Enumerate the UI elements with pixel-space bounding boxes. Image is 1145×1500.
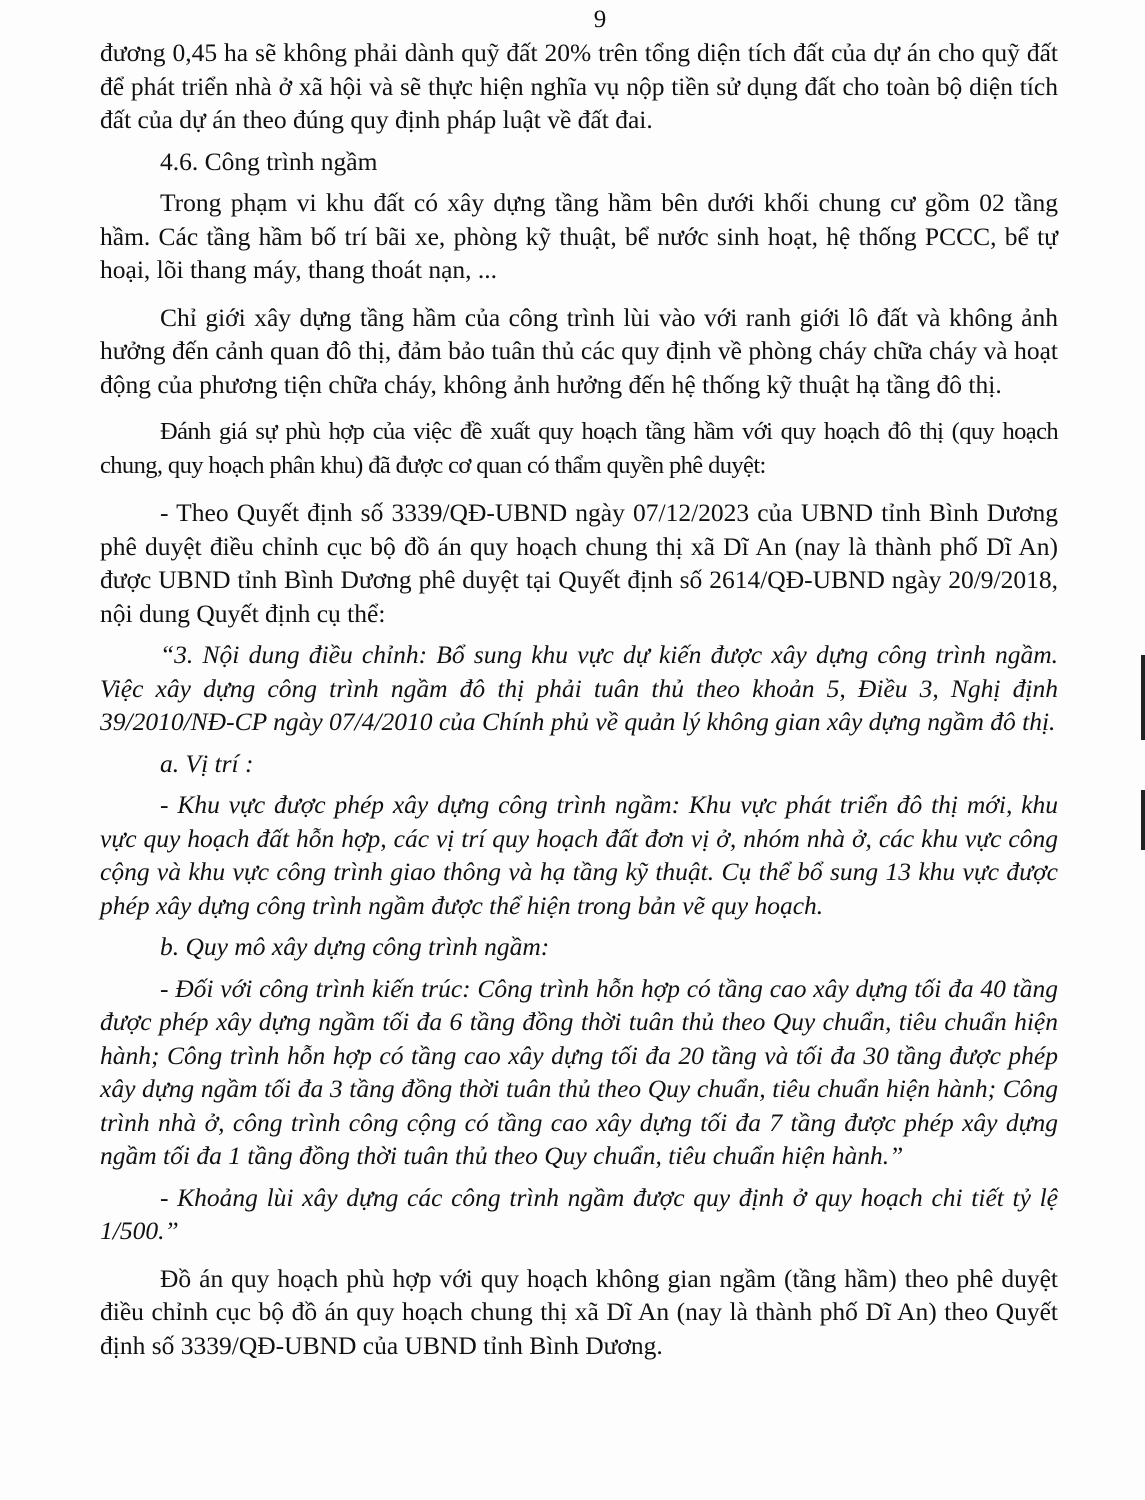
paragraph-basement-boundary: Chỉ giới xây dựng tầng hầm của công trình lùi vào với ranh giới lô đất và không ảnh hưởng đến cảnh quan đô thị, đảm bảo tuân thủ các quy định về phòng cháy chữa cháy và hoạt động của phương tiện chữa cháy, không ảnh hưởng đến hệ thống kỹ thuật hạ tầng đô thị. <box>100 302 1058 399</box>
paragraph-setback: - Khoảng lùi xây dựng các công trình ngầm được quy định ở quy hoạch chi tiết tỷ lệ 1/500.” <box>100 1182 1058 1245</box>
scan-edge-mark <box>1141 790 1145 850</box>
paragraph-conclusion: Đồ án quy hoạch phù hợp với quy hoạch không gian ngầm (tầng hầm) theo phê duyệt điều chỉnh cục bộ đồ án quy hoạch chung thị xã Dĩ An (nay là thành phố Dĩ An) theo Quyết định số 3339/QĐ-UBND của UBND tỉnh Bình Dương. <box>100 1263 1058 1360</box>
paragraph-land-fund-continuation: đương 0,45 ha sẽ không phải dành quỹ đất 20% trên tổng diện tích đất của dự án cho quỹ đất để phát triển nhà ở xã hội và sẽ thực hiện nghĩa vụ nộp tiền sử dụng đất cho toàn bộ diện tích đất của dự án theo đúng quy định pháp luật về đất đai. <box>100 38 1058 134</box>
document-body <box>100 36 1058 1362</box>
paragraph-decision-3339: - Theo Quyết định số 3339/QĐ-UBND ngày 07/12/2023 của UBND tỉnh Bình Dương phê duyệt điều chỉnh cục bộ đồ án quy hoạch chung thị xã Dĩ An (nay là thành phố Dĩ An) được UBND tỉnh Bình Dương phê duyệt tại Quyết định số 2614/QĐ-UBND ngày 20/9/2018, nội dung Quyết định cụ thể: <box>100 498 1058 628</box>
paragraph-basement-scope: Trong phạm vi khu đất có xây dựng tầng hầm bên dưới khối chung cư gồm 02 tầng hầm. Các tầng hầm bố trí bãi xe, phòng kỹ thuật, bể nước sinh hoạt, hệ thống PCCC, bể tự hoại, lõi thang máy, thang thoát nạn, ... <box>100 188 1058 284</box>
subheading-location: a. Vị trí : <box>160 748 254 778</box>
subheading-scale: b. Quy mô xây dựng công trình ngầm: <box>160 932 550 961</box>
paragraph-architectural-works: - Đối với công trình kiến trúc: Công trình hỗn hợp có tầng cao xây dựng tối đa 40 tầng được phép xây dựng ngầm tối đa 6 tầng đồng thời tuân thủ theo Quy chuẩn, tiêu chuẩn hiện hành; Công trình hỗn hợp có tầng cao xây dựng tối đa 20 tầng và tối đa 30 tầng được phép xây dựng ngầm tối đa 3 tầng đồng thời tuân thủ theo Quy chuẩn, tiêu chuẩn hiện hành; Công trình nhà ở, công trình công cộng có tầng cao xây dựng tối đa 7 tầng được phép xây dựng ngầm tối đa 1 tầng đồng thời tuân thủ theo Quy chuẩn, tiêu chuẩn hiện hành.” <box>100 973 1058 1170</box>
page-number: 9 <box>593 6 607 33</box>
quote-adjustment-content: “3. Nội dung điều chỉnh: Bổ sung khu vực dự kiến được xây dựng công trình ngầm. Việc xây dựng công trình ngầm đô thị phải tuân thủ theo khoản 5, Điều 3, Nghị định 39/2010/NĐ-CP ngày 07/4/2010 của Chính phủ về quản lý không gian xây dựng ngầm đô thị. <box>100 640 1058 736</box>
section-heading-underground-works: 4.6. Công trình ngầm <box>160 146 378 176</box>
paragraph-permitted-areas: - Khu vực được phép xây dựng công trình ngầm: Khu vực phát triển đô thị mới, khu vực quy hoạch đất hỗn hợp, các vị trí quy hoạch đất đơn vị ở, nhóm nhà ở, các khu vực công cộng và khu vực công trình giao thông và hạ tầng kỹ thuật. Cụ thể bổ sung 13 khu vực được phép xây dựng công trình ngầm được thể hiện trong bản vẽ quy hoạch. <box>100 790 1058 920</box>
scan-edge-mark <box>1141 655 1145 740</box>
paragraph-conformity-assessment: Đánh giá sự phù hợp của việc đề xuất quy hoạch tầng hầm với quy hoạch đô thị (quy hoạch chung, quy hoạch phân khu) đã được cơ quan có thẩm quyền phê duyệt: <box>100 418 1058 479</box>
